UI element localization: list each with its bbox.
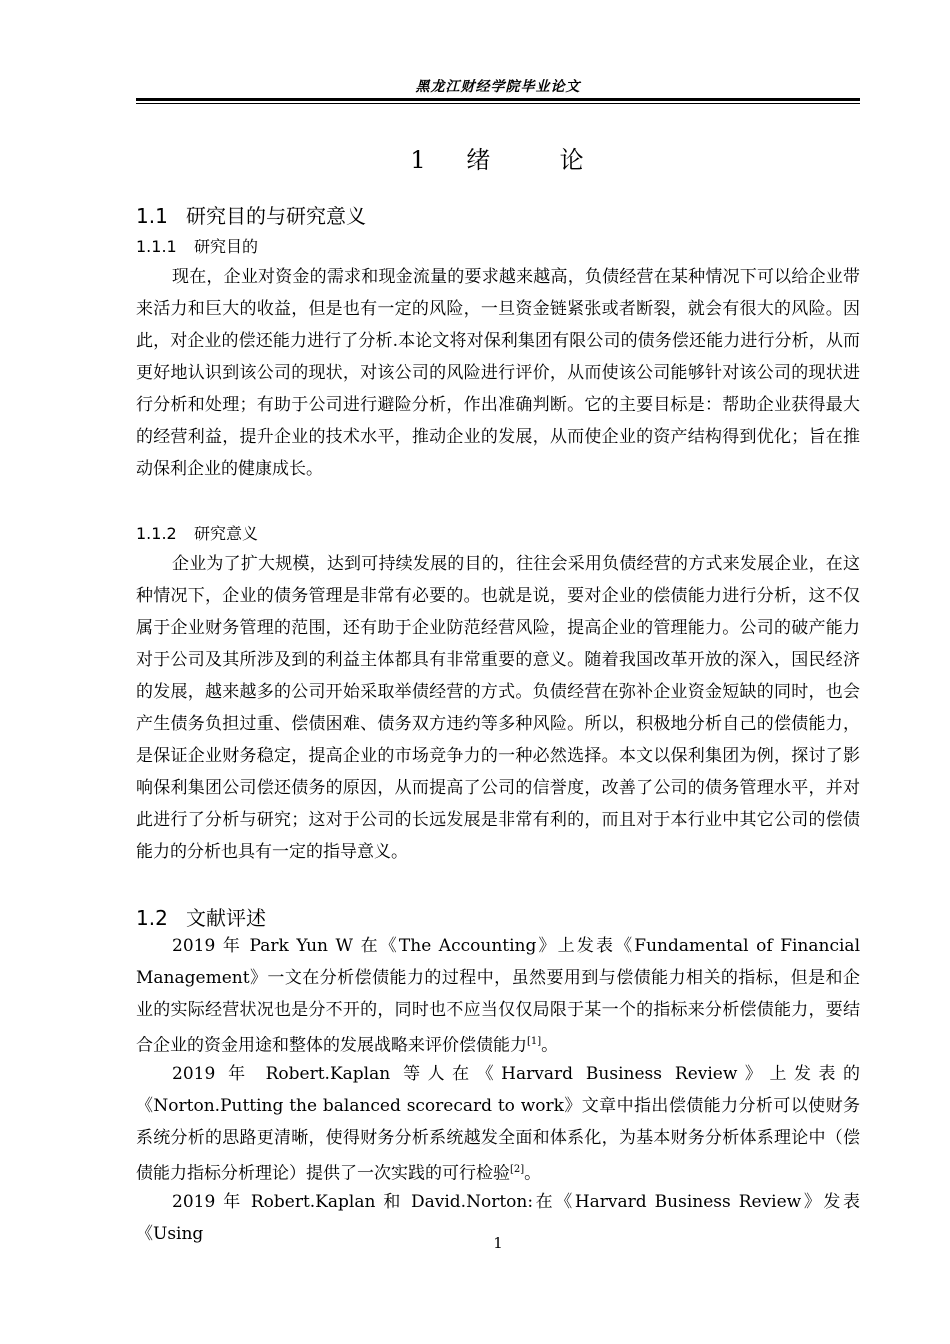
- section-title: 研究意义: [194, 524, 259, 543]
- sentence-end: 。: [524, 1163, 542, 1184]
- section-heading-1-1-1: [136, 234, 258, 257]
- section-title: 文献评述: [186, 906, 266, 930]
- paragraph-significance: 企业为了扩大规模，达到可持续发展的目的，往往会采用负债经营的方式来发展企业，在这种情况下，企业的债务管理是非常有必要的。也就是说，要对企业的偿债能力进行分析，这不仅属于企业财务管理的范围，还有助于企业防范经营风险，提高企业的管理能力。公司的破产能力对于公司及其所涉及到的利益主体都具有非常重要的意义。随着我国改革开放的深入，国民经济的发展，越来越多的公司开始采取举债经营的方式。负债经营在弥补企业资金短缺的同时，也会产生债务负担过重、偿债困难、债务双方违约等多种风险。所以，积极地分析自己的偿债能力，是保证企业财务稳定，提高企业的市场竞争力的一种必然选择。本文以保利集团为例，探讨了影响保利集团公司偿还债务的原因，从而提高了公司的信誉度，改善了公司的债务管理水平，并对此进行了分析与研究；这对于公司的长远发展是非常有利的，而且对于本行业中其它公司的偿债能力的分析也具有一定的指导意义。: [136, 554, 860, 862]
- section-number: 1.1.2: [136, 524, 177, 543]
- citation-2: [2]: [510, 1164, 525, 1175]
- section-title: 研究目的: [194, 237, 259, 256]
- paragraph-review-3: 2019 年 Robert.Kaplan 和 David.Norton:在《Harvard Business Review》发表《Using: [136, 1192, 860, 1244]
- section-title: 研究目的与研究意义: [186, 204, 366, 228]
- section-number: 1.2: [136, 906, 168, 930]
- section-heading-1-2: [136, 902, 266, 931]
- review-text: 2019 年 Robert.Kaplan 等人在《Harvard Business Review》上发表的《Norton.Putting the balanced scorecard to work》文章中指出偿债能力分析可以使财务系统分析的思路更清晰，使得财务分析系统越发全面和体系化，为基本财务分析体系理论中（偿债能力指标分析理论）提供了一次实践的可行检验: [136, 1064, 860, 1184]
- review-text: 2019 年 Park Yun W 在《The Accounting》上发表《Fundamental of Financial Management》一文在分析偿债能力的过程中，虽然要用到与偿债能力相关的指标，但是和企业的实际经营状况也是分不开的，同时也不应当仅仅局限于某一个的指标来分析偿债能力，要结合企业的资金用途和整体的发展战略来评价偿债能力: [136, 936, 860, 1056]
- citation-1: [1]: [527, 1036, 542, 1047]
- running-header: 黑龙江财经学院毕业论文: [415, 79, 581, 95]
- paragraph-review-2: [136, 1058, 860, 1190]
- paragraph-purpose: 现在，企业对资金的需求和现金流量的要求越来越高，负债经营在某种情况下可以给企业带来活力和巨大的收益，但是也有一定的风险，一旦资金链紧张或者断裂，就会有很大的风险。因此，对企业的偿还能力进行了分析.本论文将对保利集团有限公司的债务偿还能力进行分析，从而更好地认识到该公司的现状，对该公司的风险进行评价，从而使该公司能够针对该公司的现状进行分析和处理；有助于公司进行避险分析，作出准确判断。它的主要目标是：帮助企业获得最大的经营利益，提升企业的技术水平，推动企业的发展，从而使企业的资产结构得到优化；旨在推动保利企业的健康成长。: [136, 267, 860, 479]
- chapter-title: 1 绪 论: [410, 146, 586, 174]
- header-rule-thin: [136, 103, 860, 104]
- sentence-end: 。: [541, 1035, 559, 1056]
- section-heading-1-1-2: [136, 521, 258, 544]
- section-heading-1-1: [136, 200, 366, 229]
- section-number: 1.1.1: [136, 237, 177, 256]
- header-rule-thick: [136, 98, 860, 101]
- page-number: 1: [493, 1234, 503, 1252]
- section-number: 1.1: [136, 204, 168, 228]
- paragraph-review-1: [136, 930, 860, 1062]
